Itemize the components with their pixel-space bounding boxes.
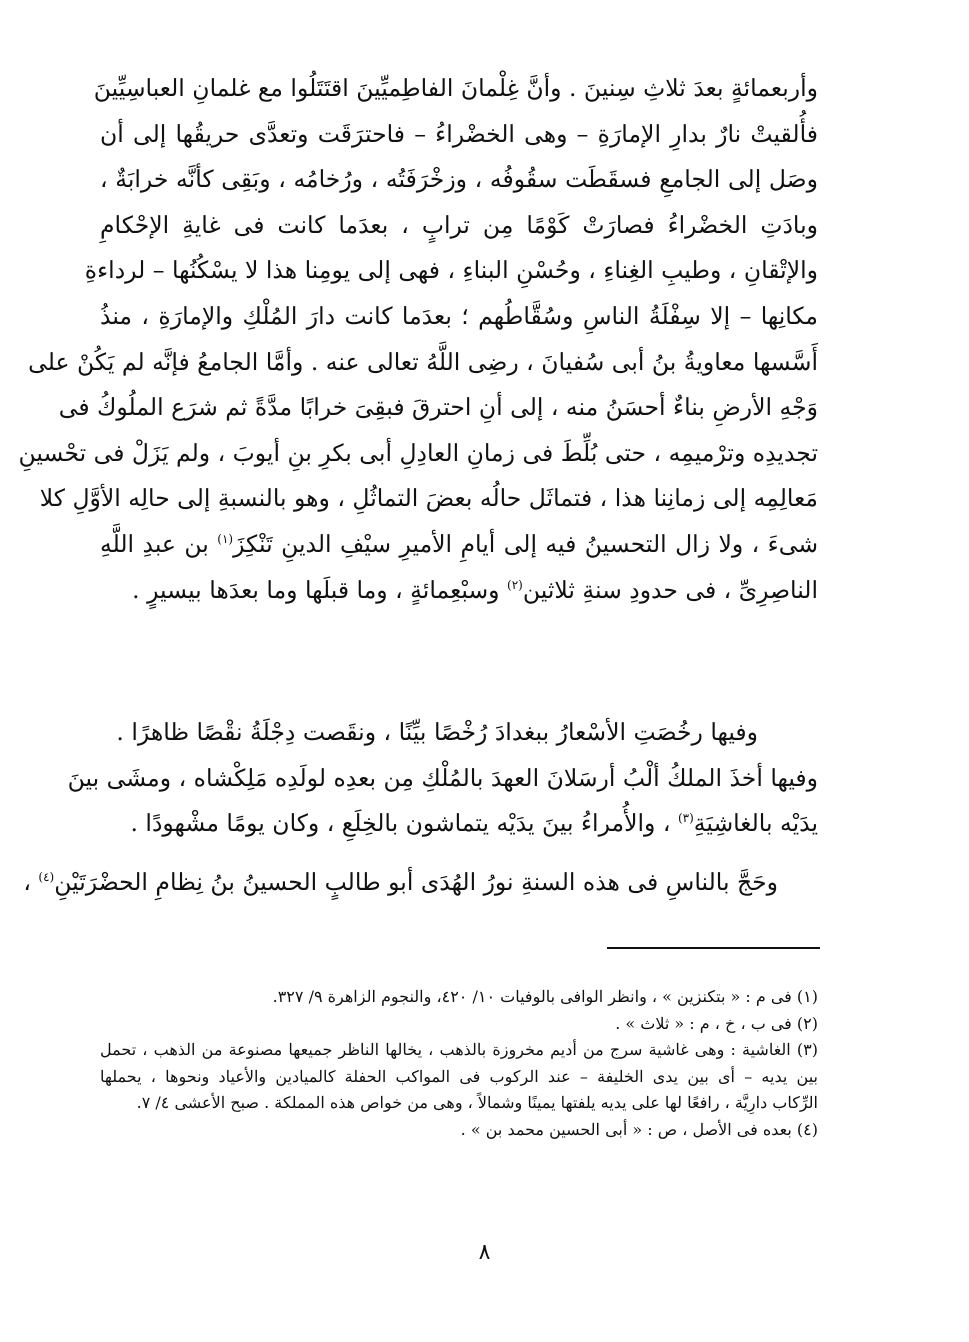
text-line: مَعالِمِه إلى زمانِنا هذا ، فتماثَل حالُه بعضَ التماثُلِ ، وهو بالنسبةِ إلى حالِه الأوَّلِ كلا	[39, 484, 818, 513]
text-line	[100, 568, 818, 614]
text-line: وفيها أخذَ الملكُ ألْبُ أرسَلانَ العهدَ بالمُلْكِ مِن بعدِه لولَدِه مَلِكْشاه ، ومشَى بينَ	[67, 763, 818, 792]
text-line: والإتْقانِ ، وطيبِ الغِناءِ ، وحُسْنِ البناءِ ، فهى إلى يومِنا هذا لا يسْكُنُها – لرداءةِ	[84, 256, 818, 285]
footnote-item: الرِّكاب دارِيَّة ، رافعًا لها على يديه يلفتها يمينًا وشمالاً ، وهى من خواص هذه المملكة . صبح الأعشى ٤/ ٧.	[136, 1093, 818, 1112]
footnote-item: (١) فى م : « بتكنزين » ، وانظر الوافى بالوفيات ١٠/ ٤٢٠، والنجوم الزاهرة ٩/ ٣٢٧.	[272, 987, 818, 1006]
page-number: ٨	[478, 1240, 491, 1265]
text-line: وأربعمائةٍ بعدَ ثلاثِ سِنينَ . وأنَّ غِلْمانَ الفاطِميِّينَ اقتَتَلُوا مع غلمانِ العباسِيِّينَ	[93, 74, 818, 102]
text-line	[100, 801, 818, 847]
text-line	[23, 860, 818, 906]
text-segment: يدَيْه بالغاشِيَةِ	[693, 809, 818, 838]
main-paragraph	[18, 66, 819, 613]
text-segment: ، والأُمراءُ بينَ يدَيْه يتماشون بالخِلَعِ ، وكان يومًا مشْهودًا .	[130, 809, 678, 838]
footnote-ref[interactable]: (١)	[217, 532, 234, 547]
third-paragraph	[23, 860, 818, 906]
text-segment: الناصِرِىِّ ، فى حدودِ سنةِ ثلاثين	[522, 575, 818, 604]
second-paragraph	[67, 710, 818, 847]
text-line: وصَل إلى الجامعِ فسقَطَت سقُوفُه ، وزخْرَفَتُه ، ورُخامُه ، وبَقِى كأنَّه خرابَةٌ ،	[100, 165, 818, 194]
footnote-item: (٢) فى ب ، خ ، م : « ثلاث » .	[615, 1013, 818, 1033]
footnote-item: بين يديه – أى بين يدى الخليفة – عند الركوب فى المواكب الحفلة كالميادين والأعياد ونحوها ، يحملها	[100, 1066, 818, 1086]
text-line	[100, 522, 818, 568]
text-line: أَسَّسها معاويةُ بنُ أبى سُفيانَ ، رضِى اللَّهُ تعالى عنه . وأمَّا الجامعُ فإنَّه لم يَكُنْ على	[28, 347, 818, 376]
footnotes	[100, 984, 818, 1143]
footnote-item: (٣) الغاشية : وهى غاشية سرج من أديم مخروزة بالذهب ، يخالها الناظر جميعها مصنوعة من الذهب ، تحمل	[100, 1040, 818, 1059]
text-line: وَجْهِ الأرضِ بناءٌ أحسَنُ منه ، إلى أنِ احترقَ فبقِىَ خرابًا مدَّةً ثم شرَع الملُوكُ فى	[58, 393, 818, 422]
text-segment: وحَجَّ بالناسِ فى هذه السنةِ نورُ الهُدَى أبو طالبٍ الحسينُ بنُ نِظامِ الحضْرَتَيْنِ	[54, 868, 778, 896]
text-line: وفيها رخُصَتِ الأسْعارُ ببغدادَ رُخْصًا بيِّنًا ، ونقَصت دِجْلَةُ نقْصًا ظاهرًا .	[116, 718, 758, 746]
text-segment: وسبْعِمائةٍ ، وما قبلَها وما بعدَها بيسيرٍ .	[132, 575, 508, 604]
footnote-separator	[607, 947, 820, 949]
text-line: وبادَتِ الخضْراءُ فصارَتْ كَوْمًا مِن ترابٍ ، بعدَما كانت فى غايةِ الإحْكامِ	[100, 210, 818, 239]
text-line: فأُلقيتْ نارٌ بدارِ الإمارَةِ – وهى الخضْراءُ – فاحترَقَت وتعدَّى حريقُها إلى أن	[100, 119, 818, 148]
text-line: تجديدِه وترْميمِه ، حتى بُلِّطَ فى زمانِ العادِلِ أبى بكرِ بنِ أيوبَ ، ولم يَزَلْ فى تحْسينِ	[18, 438, 818, 467]
text-segment: بن عبدِ اللَّهِ	[100, 529, 218, 558]
footnote-ref[interactable]: (٣)	[677, 811, 694, 826]
footnote-ref[interactable]: (٤)	[38, 870, 55, 885]
text-segment: شىءَ ، ولا زال التحسينُ فيه إلى أيامِ الأميرِ سيْفِ الدينِ تَنْكِزَ	[233, 529, 819, 558]
text-line: مكانِها – إلا سِفْلَةُ الناسِ وسُقَّاطُهم ؛ بعدَما كانت دارَ المُلْكِ والإمارَةِ ، منذُ	[100, 301, 818, 330]
footnote-item: (٤) بعده فى الأصل ، ص : « أبى الحسين محمد بن » .	[460, 1119, 818, 1139]
footnote-ref[interactable]: (٢)	[507, 577, 523, 592]
text-segment: ،	[23, 868, 39, 896]
